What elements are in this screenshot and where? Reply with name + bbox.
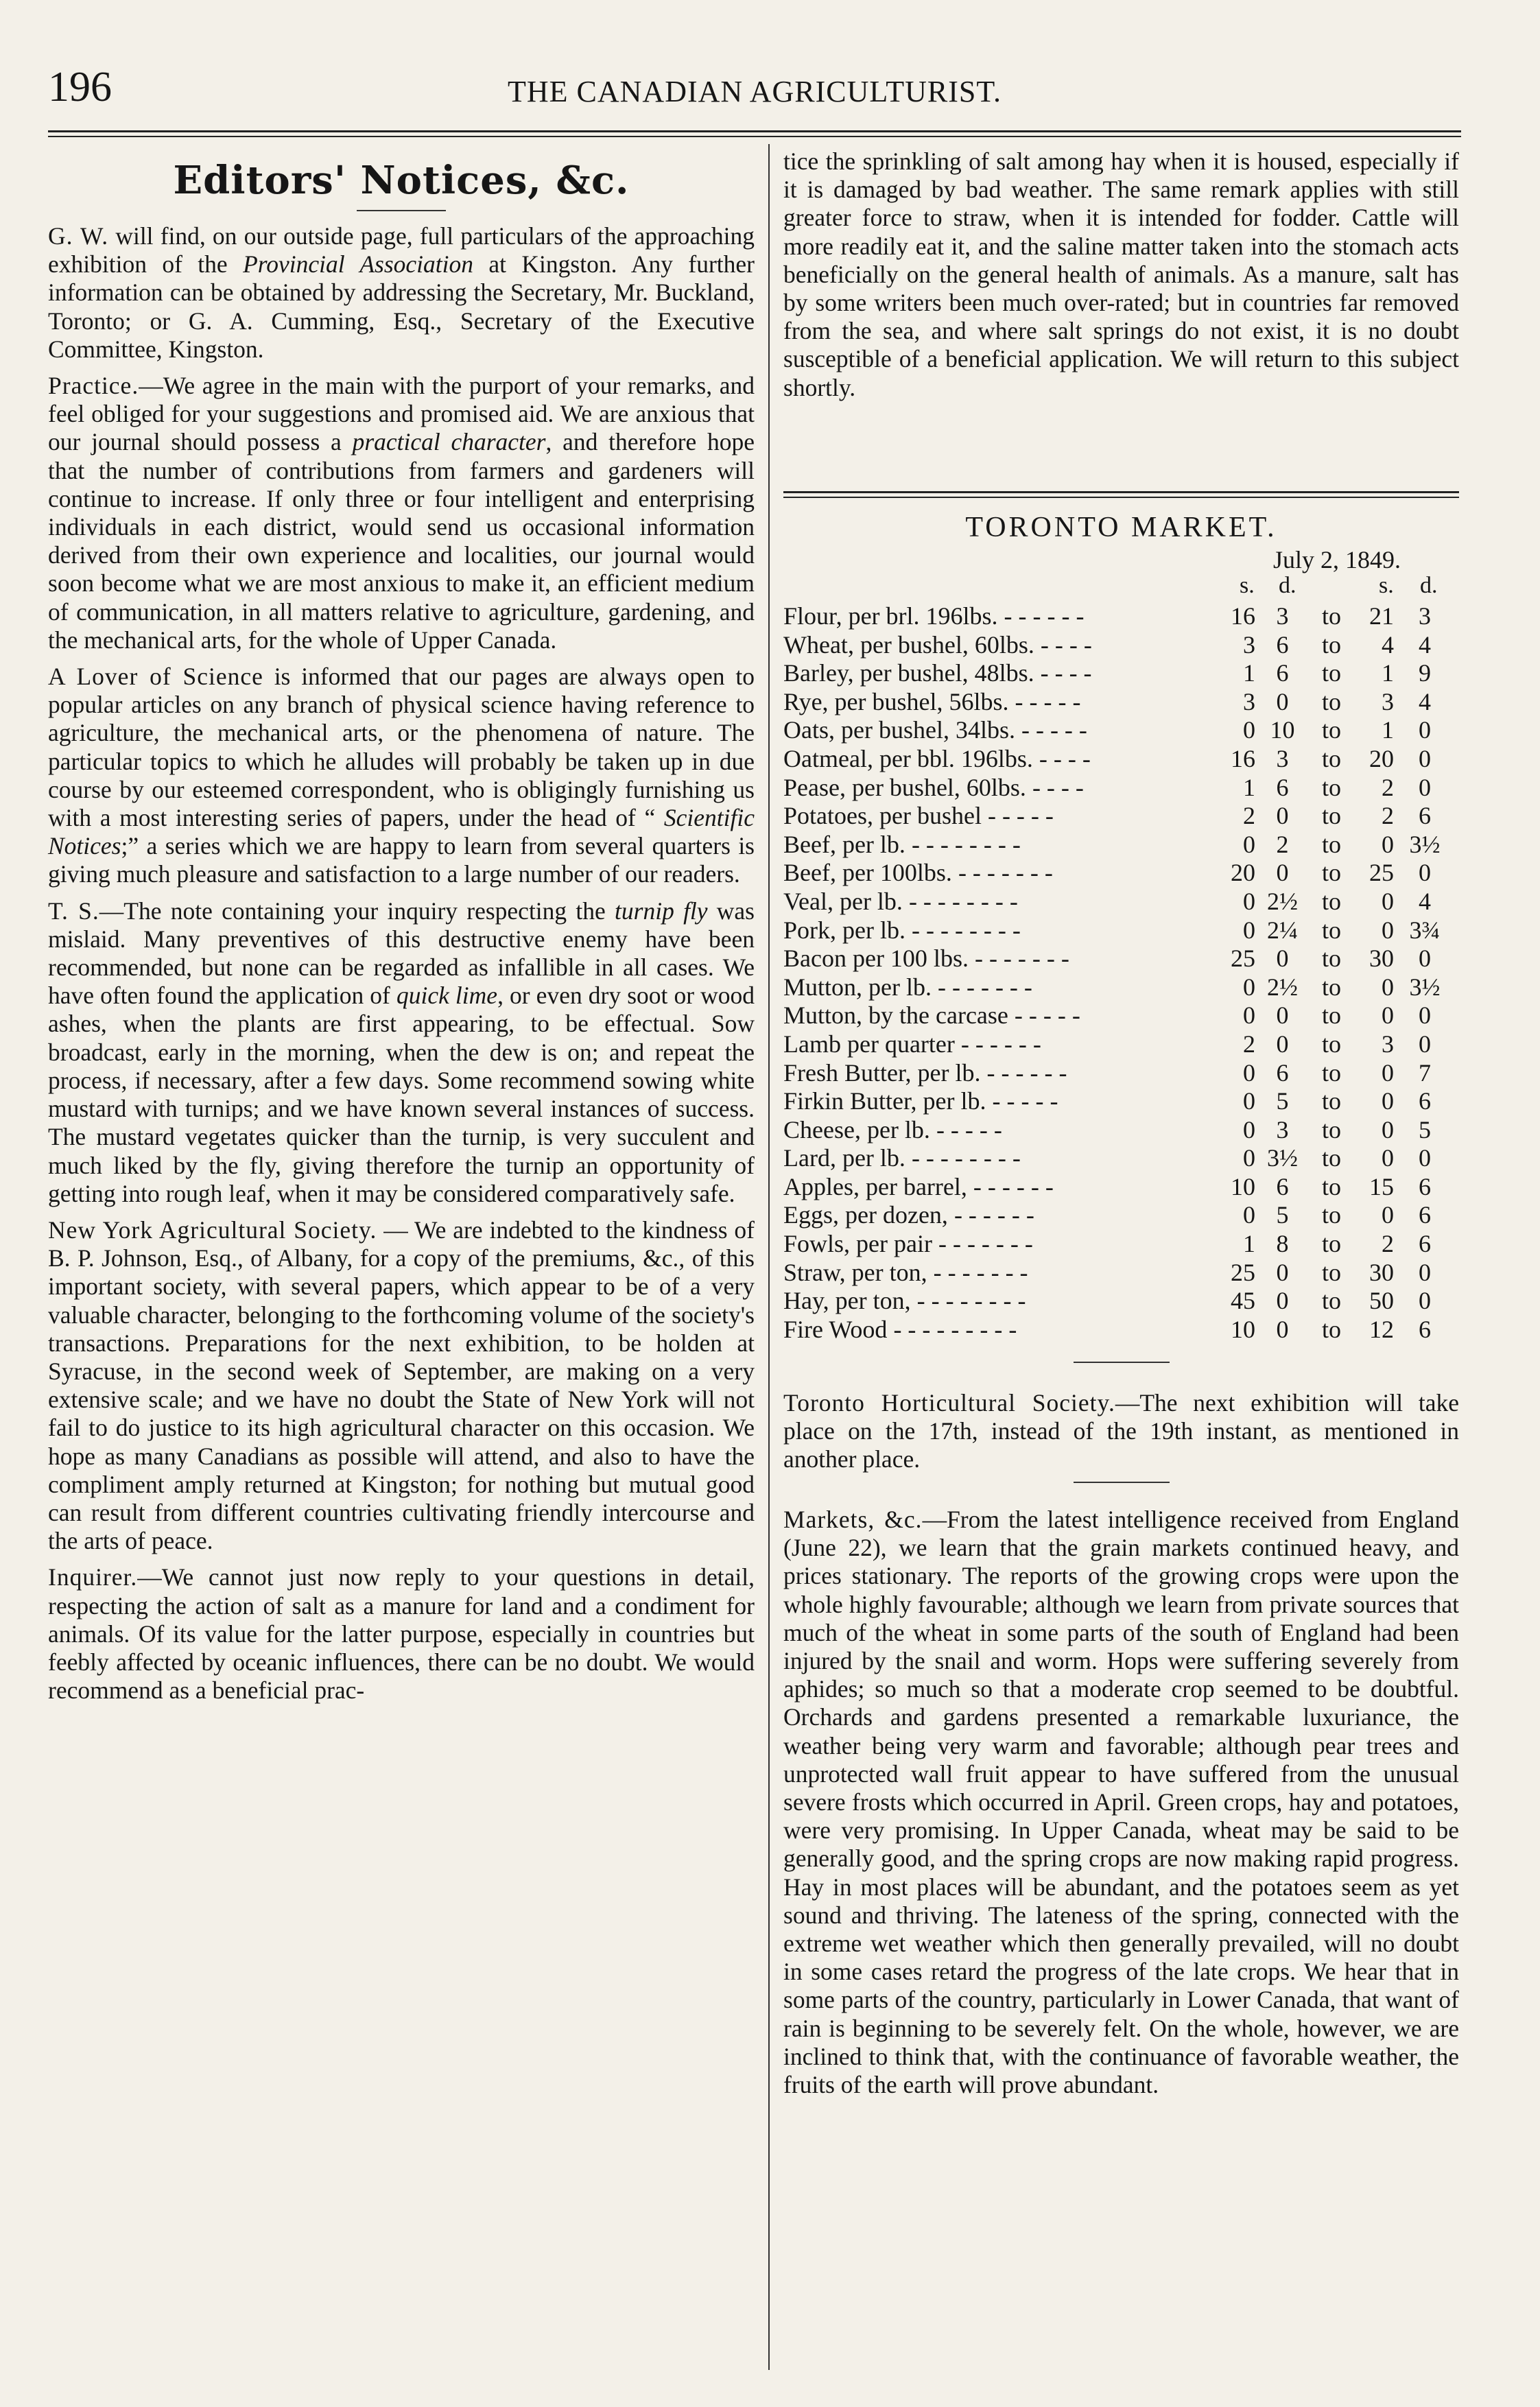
- price-low-pence: 6: [1276, 1058, 1289, 1087]
- market-item-line: [783, 1259, 1028, 1288]
- price-low-shillings: 0: [1243, 1058, 1255, 1087]
- price-high-pence: 3: [1419, 602, 1431, 630]
- running-head: [48, 63, 1461, 118]
- price-low-pence: 0: [1276, 1258, 1289, 1286]
- price-low-pence: 2½: [1267, 973, 1298, 1001]
- market-row: [783, 774, 1459, 803]
- price-high-shillings: 1: [1382, 716, 1394, 744]
- price-high-shillings: 0: [1382, 1001, 1394, 1030]
- leader-dashes: - - - - - - -: [931, 973, 1032, 1001]
- col-shillings-to: s.: [1379, 573, 1394, 598]
- market-item: Bacon per 100 lbs.: [783, 945, 969, 973]
- price-high-pence: 6: [1419, 1201, 1431, 1229]
- price-high-pence: 4: [1419, 687, 1431, 715]
- notice-practice: [48, 372, 755, 654]
- market-item: Mutton, by the carcase: [783, 1001, 1008, 1030]
- price-high-pence: 0: [1419, 744, 1431, 772]
- notice-text: , and therefore hope that the number of contributions from farmers and gardeners will continue to increase. If only three or four intelligent and enterprising individuals in each district, would send us occasional information derived from their own experience and localities, our journal would soon become what we are most anxious to make it, an efficient medium of communication, in all matters relative to agriculture, gardening, and the mechanical arts, for the whole of Upper Canada.: [48, 428, 755, 654]
- notice-lead: Toronto Horticultural Society.: [783, 1389, 1115, 1416]
- notice-text: —From the latest intelligence received from England (June 22), we learn that the grain markets continued heavy, and prices stationary. The reports of the growing crops were upon the whole highly favourable; although we learn from private sources that much of the wheat in some parts of the south of England had been injured by the snail and worm. Hops were suffering severely from aphides; so much so that a moderate crop seemed to be doubtful. Orchards and gardens presented a remarkable luxuriance, the weather being very warm and favorable; although pear trees and unprotected wall fruit appear to have suffered from the unusual severe frosts which occurred in April. Green crops, hay and potatoes, were very promising. In Upper Canada, wheat may be said to be generally good, and the spring crops are now making rapid progress. Hay in most places will be abundant, and the potatoes seem as yet sound and thriving. The lateness of the spring, connected with the extreme wet weather which then generally prevailed, will no doubt in some cases retard the progress of the late crops. We hear that in some parts of the country, particularly in Lower Canada, that want of rain is beginning to be severely felt. On the whole, however, we are inclined to think that, with the continuance of favorable weather, the fruits of the earth will prove abundant.: [783, 1506, 1459, 2099]
- price-high-pence: 9: [1419, 659, 1431, 687]
- price-low-shillings: 25: [1231, 945, 1255, 973]
- leader-dashes: - - - - - - - -: [910, 1287, 1026, 1315]
- notice-italic: Provincial Association: [243, 250, 474, 278]
- price-high-shillings: 0: [1382, 973, 1394, 1001]
- price-low-pence: 3: [1276, 602, 1289, 630]
- leader-dashes: - - - - - -: [967, 1172, 1054, 1200]
- notice-text: will find, on our outside page, full particulars of the approaching exhibition of the: [48, 222, 755, 278]
- price-low-shillings: 25: [1231, 1258, 1255, 1286]
- price-high-shillings: 2: [1382, 802, 1394, 830]
- price-to: to: [1322, 1230, 1342, 1258]
- price-low-pence: 8: [1276, 1230, 1289, 1258]
- price-high-pence: 0: [1419, 1287, 1431, 1315]
- price-high-pence: 6: [1419, 802, 1431, 830]
- leader-dashes: - - - -: [1034, 659, 1092, 687]
- price-high-shillings: 0: [1382, 830, 1394, 858]
- price-high-pence: 5: [1419, 1115, 1431, 1143]
- price-high-shillings: 3: [1382, 1030, 1394, 1058]
- price-high-shillings: 12: [1369, 1315, 1394, 1343]
- price-high-shillings: 25: [1369, 859, 1394, 887]
- market-item-line: [783, 1144, 1021, 1173]
- market-row: [783, 1287, 1459, 1316]
- price-low-pence: 6: [1276, 659, 1289, 687]
- market-row: [783, 1116, 1459, 1145]
- notice-text: is informed that our pages are always open to popular articles on any branch of physical science having reference to agriculture, the mechanical arts, or the phenomena of nature. The particular topics to which he alludes will probably be taken up in due course by our esteemed correspondent, who is obligingly furnishing us with a most interesting series of papers, under the head of “: [48, 663, 755, 832]
- notice-lead: Practice.: [48, 372, 139, 400]
- price-low-pence: 2: [1276, 830, 1289, 858]
- price-low-shillings: 10: [1231, 1315, 1255, 1343]
- price-high-shillings: 50: [1369, 1287, 1394, 1315]
- price-to: to: [1322, 830, 1342, 858]
- price-low-shillings: 2: [1243, 1030, 1255, 1058]
- price-high-shillings: 15: [1369, 1172, 1394, 1200]
- continuation-text: tice the sprinkling of salt among hay when it is housed, especially if it is damaged by bad weather. The same remark applies with still greater force to straw, when it is intended for fodder. Cattle will more readily eat it, and the saline matter taken into the stomach acts beneficially on the general health of animals. As a manure, salt has by some writers been much over-rated; but in countries far removed from the sea, and where salt springs do not exist, it is no doubt susceptible of a beneficial application. We will return to this subject shortly.: [783, 147, 1459, 401]
- leader-dashes: - - - - -: [986, 1087, 1058, 1115]
- price-to: to: [1322, 916, 1342, 944]
- price-high-pence: 6: [1419, 1230, 1431, 1258]
- notice-text: , or even dry soot or wood ashes, when the plants are first appearing, to be effectual. Sow broadcast, early in the morning, when the dew is on; and repeat the process, if necessary, after a few days. Some recommend sowing white mustard with turnips; and we have known several instances of success. The mustard vegetates quicker than the turnip, is very succulent and much liked by the fly, giving therefore the turnip an opportunity of getting into rough leaf, when it may be considered comparatively safe.: [48, 982, 755, 1207]
- notice-italic: turnip fly: [615, 897, 708, 925]
- price-high-pence: 4: [1419, 630, 1431, 659]
- price-low-shillings: 0: [1243, 1115, 1255, 1143]
- leader-dashes: - - - - -: [1008, 1001, 1080, 1030]
- notice-lead: T. S.: [48, 897, 99, 925]
- price-high-shillings: 3: [1382, 687, 1394, 715]
- market-row: [783, 1316, 1459, 1344]
- market-item: Flour, per brl. 196lbs.: [783, 602, 998, 630]
- price-to: to: [1322, 602, 1342, 630]
- left-column: [48, 144, 755, 1713]
- market-item-line: [783, 1116, 1002, 1145]
- price-low-shillings: 16: [1231, 744, 1255, 772]
- market-item: Veal, per lb.: [783, 887, 903, 915]
- price-low-shillings: 3: [1243, 687, 1255, 715]
- price-high-shillings: 0: [1382, 1115, 1394, 1143]
- markets-notice: [783, 1506, 1459, 2107]
- price-low-pence: 0: [1276, 859, 1289, 887]
- leader-dashes: - - - - -: [981, 802, 1054, 830]
- market-row: [783, 1059, 1459, 1088]
- price-low-shillings: 3: [1243, 630, 1255, 659]
- price-low-pence: 0: [1276, 945, 1289, 973]
- notice-new-york-society: [48, 1216, 755, 1555]
- price-low-shillings: 0: [1243, 887, 1255, 915]
- market-column-header: [783, 573, 1459, 600]
- market-item: Oatmeal, per bbl. 196lbs.: [783, 744, 1033, 772]
- price-high-pence: 0: [1419, 716, 1431, 744]
- market-item: Rye, per bushel, 56lbs.: [783, 687, 1009, 715]
- market-item: Pease, per bushel, 60lbs.: [783, 773, 1026, 801]
- market-row: [783, 973, 1459, 1002]
- market-item-line: [783, 1059, 1067, 1088]
- market-item-line: [783, 602, 1084, 631]
- market-row: [783, 745, 1459, 774]
- price-high-shillings: 21: [1369, 602, 1394, 630]
- leader-dashes: - - - - - - - -: [905, 916, 1021, 944]
- col-shillings-from: s.: [1240, 573, 1255, 598]
- price-low-shillings: 10: [1231, 1172, 1255, 1200]
- market-row: [783, 831, 1459, 859]
- market-item-line: [783, 1287, 1026, 1316]
- price-low-shillings: 0: [1243, 716, 1255, 744]
- leader-dashes: - - - - -: [1008, 687, 1081, 715]
- price-high-pence: 0: [1419, 1144, 1431, 1172]
- price-low-shillings: 0: [1243, 830, 1255, 858]
- horticultural-notice: [783, 1389, 1459, 1482]
- market-row: [783, 716, 1459, 745]
- notice-text: ;” a series which we are happy to learn from several quarters is giving much pleasure and satisfaction to a large number of our readers.: [48, 832, 755, 888]
- price-high-shillings: 0: [1382, 1058, 1394, 1087]
- market-item-line: [783, 745, 1091, 774]
- market-row: [783, 1259, 1459, 1288]
- price-low-pence: 6: [1276, 773, 1289, 801]
- price-to: to: [1322, 1144, 1342, 1172]
- price-high-shillings: 1: [1382, 659, 1394, 687]
- market-row: [783, 602, 1459, 631]
- market-item-line: [783, 1173, 1054, 1202]
- leader-dashes: - - - - -: [1015, 716, 1087, 744]
- market-item-line: [783, 1230, 1033, 1259]
- market-item: Barley, per bushel, 48lbs.: [783, 659, 1034, 687]
- leader-dashes: - - - -: [1032, 744, 1091, 772]
- price-to: to: [1322, 802, 1342, 830]
- column-divider: [768, 144, 770, 2370]
- price-low-pence: 0: [1276, 687, 1289, 715]
- notice-italic: quick lime: [396, 982, 498, 1010]
- price-low-shillings: 1: [1243, 659, 1255, 687]
- price-to: to: [1322, 859, 1342, 887]
- market-item-line: [783, 1030, 1041, 1059]
- price-low-pence: 5: [1276, 1087, 1289, 1115]
- market-item: Hay, per ton,: [783, 1287, 911, 1315]
- notice-lead: Inquirer.: [48, 1563, 138, 1591]
- market-row: [783, 1144, 1459, 1173]
- price-high-pence: 0: [1419, 1258, 1431, 1286]
- market-item: Beef, per lb.: [783, 830, 905, 858]
- market-item-line: [783, 716, 1087, 745]
- notice-lover-of-science: [48, 663, 755, 889]
- markets-paragraph: [783, 1506, 1459, 2099]
- market-item-line: [783, 659, 1092, 688]
- price-low-shillings: 0: [1243, 916, 1255, 944]
- market-row: [783, 945, 1459, 973]
- price-low-pence: 3: [1276, 744, 1289, 772]
- price-high-pence: 6: [1419, 1172, 1431, 1200]
- price-high-shillings: 2: [1382, 773, 1394, 801]
- notice-italic: practical character: [352, 428, 546, 456]
- leader-dashes: - - - - - -: [954, 1030, 1041, 1058]
- price-to: to: [1322, 773, 1342, 801]
- market-row: [783, 888, 1459, 916]
- price-low-pence: 10: [1270, 716, 1295, 744]
- market-item-line: [783, 631, 1092, 660]
- market-item: Oats, per bushel, 34lbs.: [783, 716, 1015, 744]
- notice-text: at Kingston. Any further information can be obtained by addressing the Secretary, Mr. Buckland, Toronto; or G. A. Cumming, Esq., Secretary of the Executive Committee, Kingston.: [48, 250, 755, 363]
- market-item-line: [783, 859, 1053, 888]
- price-to: to: [1322, 1258, 1342, 1286]
- leader-dashes: - - - - - - - -: [905, 830, 1021, 858]
- market-item: Lard, per lb.: [783, 1144, 905, 1172]
- market-item: Pork, per lb.: [783, 916, 905, 944]
- price-low-shillings: 1: [1243, 1230, 1255, 1258]
- price-high-shillings: 0: [1382, 916, 1394, 944]
- price-to: to: [1322, 1115, 1342, 1143]
- page-number: 196: [48, 64, 112, 110]
- leader-dashes: - - - - - - -: [951, 859, 1053, 887]
- leader-dashes: - - - -: [1034, 630, 1092, 659]
- price-low-shillings: 0: [1243, 973, 1255, 1001]
- price-to: to: [1322, 1058, 1342, 1087]
- price-low-pence: 6: [1276, 1172, 1289, 1200]
- leader-dashes: - - - - - - - -: [902, 887, 1018, 915]
- notice-inquirer: [48, 1563, 755, 1705]
- market-item: Apples, per barrel,: [783, 1172, 967, 1200]
- market-item-line: [783, 973, 1032, 1002]
- price-to: to: [1322, 744, 1342, 772]
- price-high-shillings: 20: [1369, 744, 1394, 772]
- price-low-shillings: 0: [1243, 1201, 1255, 1229]
- price-high-pence: 7: [1419, 1058, 1431, 1087]
- market-item: Firkin Butter, per lb.: [783, 1087, 986, 1115]
- price-low-pence: 0: [1276, 1030, 1289, 1058]
- price-high-pence: 3½: [1409, 830, 1441, 858]
- market-item-line: [783, 688, 1080, 717]
- price-to: to: [1322, 887, 1342, 915]
- market-item: Fire Wood: [783, 1315, 888, 1343]
- market-row: [783, 1001, 1459, 1030]
- market-row: [783, 859, 1459, 888]
- price-to: to: [1322, 1172, 1342, 1200]
- market-top-rule: [783, 491, 1459, 498]
- price-to: to: [1322, 1087, 1342, 1115]
- price-low-pence: 3: [1276, 1115, 1289, 1143]
- market-item: Fowls, per pair: [783, 1230, 932, 1258]
- market-row: [783, 688, 1459, 717]
- price-to: to: [1322, 945, 1342, 973]
- price-high-shillings: 0: [1382, 887, 1394, 915]
- price-high-shillings: 2: [1382, 1230, 1394, 1258]
- market-item: Eggs, per dozen,: [783, 1201, 948, 1229]
- market-row: [783, 659, 1459, 688]
- market-item-line: [783, 802, 1054, 831]
- price-low-shillings: 0: [1243, 1144, 1255, 1172]
- leader-dashes: - - - -: [1026, 773, 1084, 801]
- market-row: [783, 916, 1459, 945]
- section-rule: [1074, 1482, 1170, 1483]
- leader-dashes: - - - - - -: [980, 1058, 1067, 1087]
- price-high-pence: 3½: [1409, 973, 1441, 1001]
- right-column-continuation: [783, 147, 1459, 410]
- market-row: [783, 802, 1459, 831]
- price-high-shillings: 30: [1369, 1258, 1394, 1286]
- price-to: to: [1322, 1287, 1342, 1315]
- price-to: to: [1322, 1315, 1342, 1343]
- notice-text: —We agree in the main with the purport of your remarks, and feel obliged for your suggestions and promised aid. We are anxious that our journal should possess a: [48, 372, 755, 456]
- price-high-pence: 3¾: [1409, 916, 1441, 944]
- section-title: Editors' Notices, &c.: [173, 158, 630, 203]
- price-high-pence: 0: [1419, 1001, 1431, 1030]
- notice-lead: A Lover of Science: [48, 663, 263, 691]
- leader-dashes: - - - - - - -: [927, 1258, 1028, 1286]
- header-rule: [48, 130, 1461, 137]
- price-high-shillings: 4: [1382, 630, 1394, 659]
- notice-text: — We are indebted to the kindness of B. P. Johnson, Esq., of Albany, for a copy of the premiums, &c., of this important society, with several papers, which appear to be of a very valuable character, belonging to the forthcoming volume of the society's transactions. Preparations for the next exhibition, to be holden at Syracuse, in the second week of September, are making on a very extensive scale; and we have no doubt the State of New York will not fail to do justice to its high agricultural character on this occasion. We hope as many Canadians as possible will attend, and also to have the compliment amply returned at Kingston; for nothing but mutual good can result from different countries cultivating friendly intercourse and the arts of peace.: [48, 1216, 755, 1555]
- price-high-shillings: 30: [1369, 945, 1394, 973]
- price-high-pence: 6: [1419, 1315, 1431, 1343]
- market-item: Fresh Butter, per lb.: [783, 1058, 981, 1087]
- market-item-line: [783, 1001, 1080, 1030]
- journal-title: THE CANADIAN AGRICULTURIST.: [508, 75, 1002, 108]
- horticultural-paragraph: [783, 1389, 1459, 1474]
- market-item-line: [783, 1316, 1017, 1344]
- leader-dashes: - - - - - - -: [968, 945, 1069, 973]
- price-low-shillings: 1: [1243, 773, 1255, 801]
- price-high-shillings: 0: [1382, 1087, 1394, 1115]
- notice-gw: [48, 222, 755, 364]
- market-item-line: [783, 831, 1021, 859]
- market-item-line: [783, 916, 1021, 945]
- price-to: to: [1322, 716, 1342, 744]
- notice-text: —We cannot just now reply to your questions in detail, respecting the action of salt as a manure for land and a condiment for animals. Of its value for the latter purpose, especially in countries but feebly affected by oceanic influences, there can be no doubt. We would recommend as a beneficial prac-: [48, 1563, 755, 1705]
- leader-dashes: - - - - - -: [997, 602, 1085, 630]
- notice-text: —The next exhibition will take place on the 17th, instead of the 19th instant, as mentioned in another place.: [783, 1389, 1459, 1473]
- market-item-line: [783, 1201, 1034, 1230]
- price-low-shillings: 2: [1243, 802, 1255, 830]
- price-to: to: [1322, 687, 1342, 715]
- price-low-pence: 2¼: [1267, 916, 1298, 944]
- market-table: [783, 602, 1459, 1344]
- market-row: [783, 1201, 1459, 1230]
- price-to: to: [1322, 1030, 1342, 1058]
- market-date: July 2, 1849.: [1272, 546, 1401, 573]
- col-pence-from: d.: [1279, 573, 1296, 598]
- price-high-shillings: 0: [1382, 1144, 1394, 1172]
- price-high-pence: 4: [1419, 887, 1431, 915]
- price-to: to: [1322, 1001, 1342, 1030]
- leader-dashes: - - - - - - - -: [905, 1144, 1021, 1172]
- market-item: Mutton, per lb.: [783, 973, 932, 1001]
- market-item-line: [783, 945, 1069, 973]
- price-low-shillings: 45: [1231, 1287, 1255, 1315]
- market-row: [783, 1173, 1459, 1202]
- market-item: Potatoes, per bushel: [783, 802, 982, 830]
- price-low-pence: 3½: [1267, 1144, 1298, 1172]
- price-low-pence: 0: [1276, 802, 1289, 830]
- price-low-pence: 0: [1276, 1001, 1289, 1030]
- market-item-line: [783, 774, 1084, 803]
- price-to: to: [1322, 630, 1342, 659]
- market-item: Beef, per 100lbs.: [783, 859, 952, 887]
- price-low-shillings: 16: [1231, 602, 1255, 630]
- price-to: to: [1322, 973, 1342, 1001]
- price-to: to: [1322, 659, 1342, 687]
- section-rule: [1074, 1362, 1170, 1363]
- notice-lead: New York Agricultural Society.: [48, 1216, 377, 1244]
- price-high-pence: 0: [1419, 945, 1431, 973]
- price-low-shillings: 0: [1243, 1087, 1255, 1115]
- market-item-line: [783, 1087, 1058, 1116]
- market-item: Lamb per quarter: [783, 1030, 955, 1058]
- price-to: to: [1322, 1201, 1342, 1229]
- market-item: Wheat, per bushel, 60lbs.: [783, 630, 1034, 659]
- price-low-shillings: 0: [1243, 1001, 1255, 1030]
- price-low-pence: 0: [1276, 1315, 1289, 1343]
- notice-text: —The note containing your inquiry respecting the: [99, 897, 615, 925]
- price-low-pence: 6: [1276, 630, 1289, 659]
- notice-ts: [48, 897, 755, 1208]
- price-high-shillings: 0: [1382, 1201, 1394, 1229]
- price-low-pence: 2½: [1267, 887, 1298, 915]
- leader-dashes: - - - - - - - - -: [887, 1315, 1017, 1343]
- price-high-pence: 0: [1419, 1030, 1431, 1058]
- title-rule: [357, 210, 446, 211]
- col-pence-to: d.: [1420, 573, 1438, 598]
- notice-italic: Scientific Notices: [48, 804, 755, 860]
- market-row: [783, 1087, 1459, 1116]
- leader-dashes: - - - - - - -: [932, 1230, 1033, 1258]
- market-row: [783, 631, 1459, 660]
- price-high-pence: 0: [1419, 773, 1431, 801]
- market-item: Cheese, per lb.: [783, 1115, 930, 1143]
- market-item: Straw, per ton,: [783, 1258, 927, 1286]
- price-high-pence: 6: [1419, 1087, 1431, 1115]
- notice-text: was mislaid. Many preventives of this destructive enemy have been recommended, but none can be regarded as infallible in all cases. We have often found the application of: [48, 897, 755, 1010]
- price-high-pence: 0: [1419, 859, 1431, 887]
- notice-lead: Markets, &c.: [783, 1506, 923, 1533]
- leader-dashes: - - - - -: [929, 1115, 1002, 1143]
- price-low-pence: 0: [1276, 1287, 1289, 1315]
- market-row: [783, 1230, 1459, 1259]
- market-item-line: [783, 888, 1018, 916]
- market-title: TORONTO MARKET.: [965, 512, 1277, 543]
- leader-dashes: - - - - - -: [947, 1201, 1034, 1229]
- market-row: [783, 1030, 1459, 1059]
- price-low-shillings: 20: [1231, 859, 1255, 887]
- notice-lead: G. W.: [48, 222, 109, 250]
- price-low-pence: 5: [1276, 1201, 1289, 1229]
